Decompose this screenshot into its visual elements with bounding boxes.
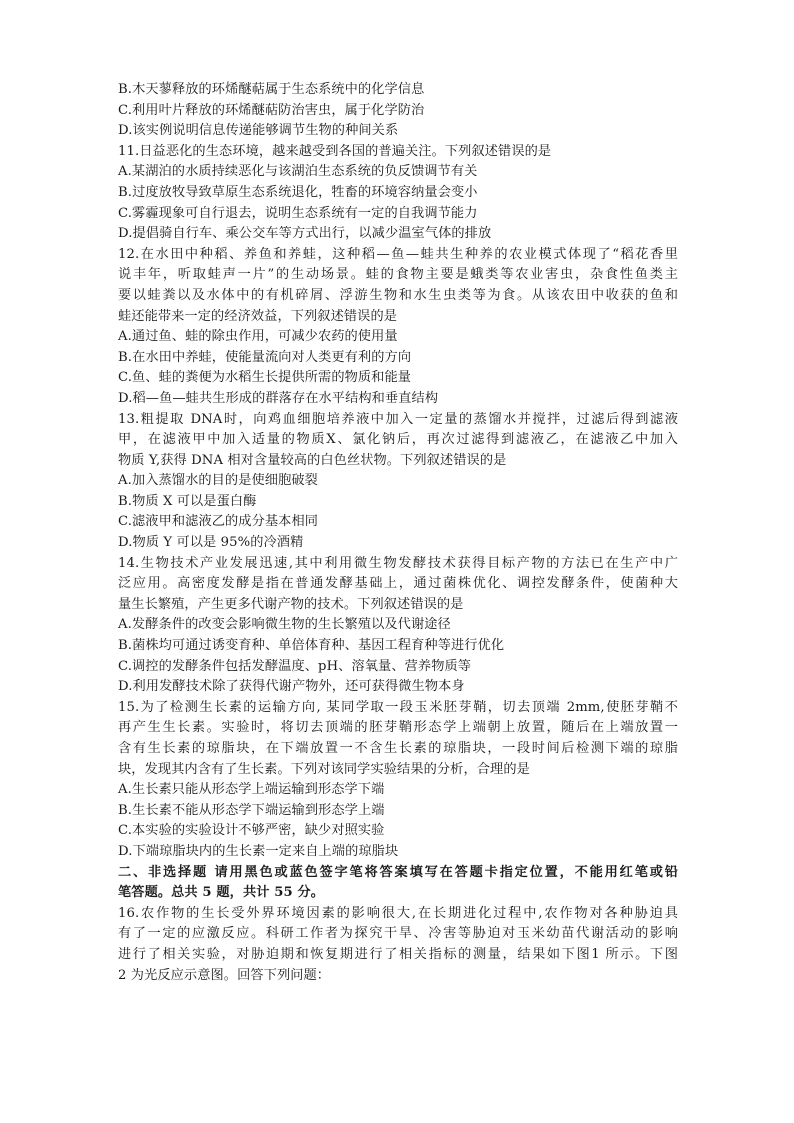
- text-line: B.菌株均可通过诱变育种、单倍体育种、基因工程育种等进行优化: [118, 638, 505, 654]
- text-line: 物质 Y,获得 DNA 相对含量较高的白色丝状物。下列叙述错误的是: [118, 452, 507, 468]
- text-line: 有了一定的应激反应。科研工作者为探究干旱、冷害等胁迫对玉米幼苗代谢活动的影响: [118, 926, 678, 942]
- text-line: 2 为光反应示意图。回答下列问题：: [118, 967, 331, 983]
- text-line: B.过度放牧导致草原生态系统退化，牲畜的环境容纳量会变小: [118, 184, 478, 200]
- text-line: 11.日益恶化的生态环境，越来越受到各国的普遍关注。下列叙述错误的是: [118, 143, 552, 159]
- text-line: 16.农作物的生长受外界环境因素的影响很大,在长期进化过程中,农作物对各种胁迫具: [118, 905, 678, 921]
- text-line: 12.在水田中种稻、养鱼和养蛙，这种稻—鱼—蛙共生种养的农业模式体现了“稻花香里: [118, 246, 678, 262]
- text-line: C.利用叶片释放的环烯醚萜防治害虫，属于化学防治: [118, 102, 425, 118]
- document-page: [118, 80, 678, 986]
- text-line: D.物质 Y 可以是 95%的冷酒精: [118, 535, 304, 551]
- text-line: A.生长素只能从形态学上端运输到形态学下端: [118, 782, 385, 798]
- text-line: 说丰年，听取蛙声一片”的生动场景。蛙的食物主要是蛾类等农业害虫，杂食性鱼类主: [118, 267, 678, 283]
- text-line: C.调控的发酵条件包括发酵温度、pH、溶氧量、营养物质等: [118, 658, 472, 674]
- text-line: D.该实例说明信息传递能够调节生物的种间关系: [118, 123, 399, 139]
- text-line: A.通过鱼、蛙的除虫作用，可减少农药的使用量: [118, 329, 398, 345]
- text-line: 14.生物技术产业发展迅速,其中利用微生物发酵技术获得目标产物的方法已在生产中广: [118, 555, 678, 571]
- text-line: 二、非选择题 请用黑色或蓝色签字笔将答案填写在答题卡指定位置，不能用红笔或铅: [118, 864, 678, 880]
- text-line: A.发酵条件的改变会影响微生物的生长繁殖以及代谢途径: [118, 617, 451, 633]
- text-line: 13.粗提取 DNA时，向鸡血细胞培养液中加入一定量的蒸馏水并搅拌，过滤后得到滤液: [118, 411, 678, 427]
- text-line: D.下端琼脂块内的生长素一定来自上端的琼脂块: [118, 843, 399, 859]
- text-line: D.利用发酵技术除了获得代谢产物外，还可获得微生物本身: [118, 679, 465, 695]
- text-line: 泛应用。高密度发酵是指在普通发酵基础上，通过菌株优化、调控发酵条件，使菌种大: [118, 576, 678, 592]
- text-line: 甲，在滤液甲中加入适量的物质X、氯化钠后，再次过滤得到滤液乙，在滤液乙中加入: [118, 432, 678, 448]
- text-line: C.雾霾现象可自行退去，说明生态系统有一定的自我调节能力: [118, 205, 478, 221]
- text-line: A.加入蒸馏水的目的是使细胞破裂: [118, 473, 318, 489]
- text-line: 蛙还能带来一定的经济效益，下列叙述错误的是: [118, 308, 398, 324]
- text-line: B.在水田中养蛙，使能量流向对人类更有利的方向: [118, 349, 412, 365]
- text-line: C.鱼、蛙的粪便为水稻生长提供所需的物质和能量: [118, 370, 412, 386]
- text-line: 进行了相关实验，对胁迫期和恢复期进行了相关指标的测量，结果如下图1 所示。下图: [118, 946, 678, 962]
- text-line: D.稻—鱼—蛙共生形成的群落存在水平结构和垂直结构: [118, 390, 439, 406]
- text-line: 15.为了检测生长素的运输方向, 某同学取一段玉米胚芽鞘，切去顶端 2mm,使胚芽鞘不: [118, 699, 678, 715]
- text-line: 笔答题。总共 5 题，共计 55 分。: [118, 885, 325, 901]
- text-line: C.本实验的实验设计不够严密，缺少对照实验: [118, 823, 385, 839]
- text-line: B.物质 X 可以是蛋白酶: [118, 493, 257, 509]
- text-line: 量生长繁殖，产生更多代谢产物的技术。下列叙述错误的是: [118, 596, 464, 612]
- text-line: 块，发现其内含有了生长素。下列对该同学实验结果的分析，合理的是: [118, 761, 530, 777]
- text-line: 再产生生长素。实验时，将切去顶端的胚芽鞘形态学上端朝上放置，随后在上端放置一: [118, 720, 678, 736]
- text-line: A.某湖泊的水质持续恶化与该湖泊生态系统的负反馈调节有关: [118, 164, 478, 180]
- text-line: B.生长素不能从形态学下端运输到形态学上端: [118, 802, 385, 818]
- text-line: 含有生长素的琼脂块，在下端放置一不含生长素的琼脂块，一段时间后检测下端的琼脂: [118, 741, 678, 756]
- text-line: C.滤液甲和滤液乙的成分基本相同: [118, 514, 319, 530]
- text-line: 要以蛙粪以及水体中的有机碎屑、浮游生物和水生虫类等为食。从该农田中收获的鱼和: [118, 287, 678, 303]
- text-line: B.木天蓼释放的环烯醚萜属于生态系统中的化学信息: [118, 82, 425, 97]
- text-line: D.提倡骑自行车、乘公交车等方式出行，以减少温室气体的排放: [118, 226, 492, 242]
